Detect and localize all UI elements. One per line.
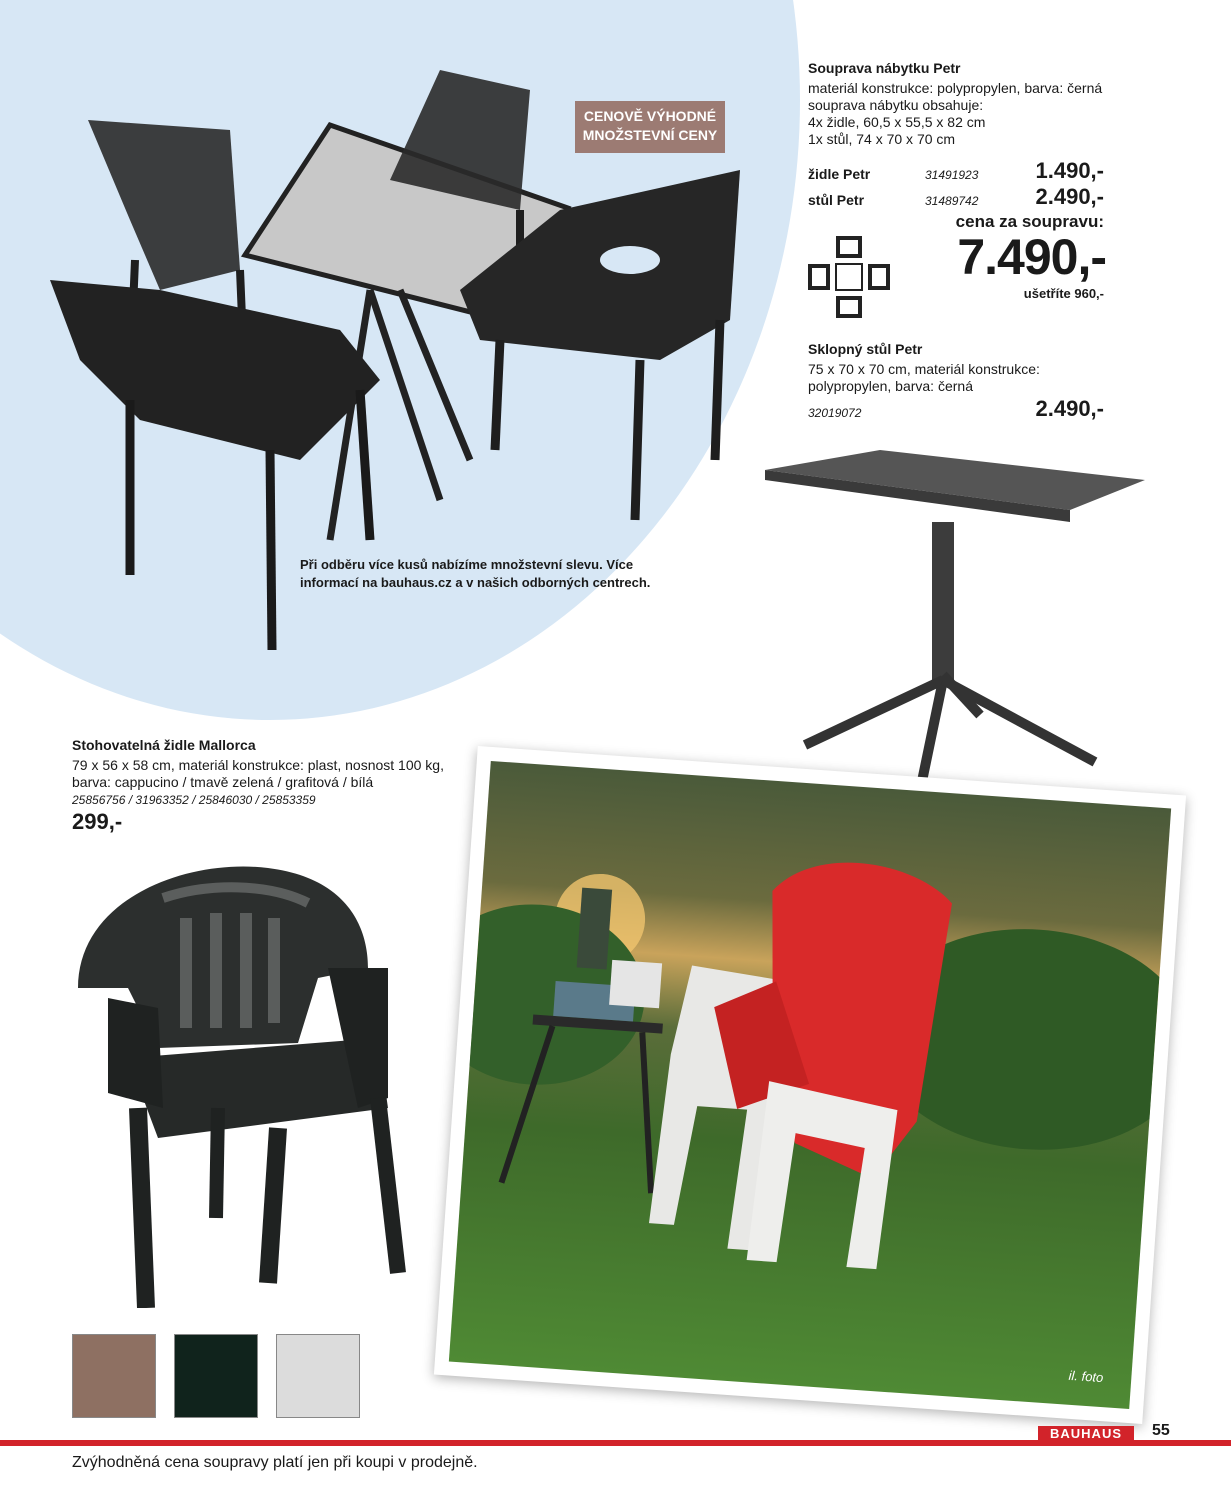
set-desc-4: 1x stůl, 74 x 70 x 70 cm xyxy=(808,131,956,147)
mallorca-price: 299,- xyxy=(72,809,123,834)
set-item-code: 31489742 xyxy=(925,194,979,208)
folding-table-image xyxy=(760,440,1150,820)
mallorca-chair-image xyxy=(68,858,413,1308)
table-title: Sklopný stůl Petr xyxy=(808,341,923,357)
bulk-price-badge xyxy=(575,101,725,153)
folding-table-info xyxy=(808,341,1108,395)
footer-disclaimer: Zvýhodněná cena soupravy platí jen při koupi v prodejně. xyxy=(72,1454,478,1471)
garden-scene xyxy=(449,761,1171,1409)
set-item-price: 1.490,- xyxy=(1035,158,1104,183)
mallorca-desc-1: 79 x 56 x 58 cm, materiál konstrukce: plast, nosnost 100 kg, xyxy=(72,757,444,773)
note-line-1: Při odběru více kusů nabízíme množstevní slevu. Více xyxy=(300,557,634,572)
badge-line-1: CENOVĚ VÝHODNÉ xyxy=(583,108,717,124)
set-product-info xyxy=(808,60,1108,148)
lifestyle-photo xyxy=(434,746,1186,1424)
mallorca-desc-2: barva: cappucino / tmavě zelená / grafitová / bílá xyxy=(72,774,374,790)
set-desc-1: materiál konstrukce: polypropylen, barva: černá xyxy=(808,80,1103,96)
set-price-label: cena za soupravu: xyxy=(955,212,1104,231)
set-item-code: 31491923 xyxy=(925,168,979,182)
set-desc-2: souprava nábytku obsahuje: xyxy=(808,97,984,113)
mallorca-codes: 25856756 / 31963352 / 25846030 / 25853359 xyxy=(72,793,316,807)
table-price: 2.490,- xyxy=(1035,396,1104,421)
set-savings: ušetříte 960,- xyxy=(1023,286,1104,301)
bulk-discount-note xyxy=(300,556,650,592)
set-item-name: stůl Petr xyxy=(808,192,865,208)
set-item-name: židle Petr xyxy=(808,166,871,182)
set-desc-3: 4x židle, 60,5 x 55,5 x 82 cm xyxy=(808,114,986,130)
table-desc-2: polypropylen, barva: černá xyxy=(808,378,973,394)
table-desc-1: 75 x 70 x 70 cm, materiál konstrukce: xyxy=(808,361,1040,377)
photo-caption: il. foto xyxy=(1068,1367,1104,1386)
set-item-price: 2.490,- xyxy=(1035,184,1104,209)
badge-line-2: MNOŽSTEVNÍ CENY xyxy=(582,127,718,143)
color-swatch-dark-green[interactable] xyxy=(174,1334,258,1418)
bauhaus-logo: BAUHAUS xyxy=(1038,1426,1134,1442)
set-title: Souprava nábytku Petr xyxy=(808,60,961,76)
color-swatch-white[interactable] xyxy=(276,1334,360,1418)
note-line-2: informací na bauhaus.cz a v našich odborných centrech. xyxy=(300,575,651,590)
table-code: 32019072 xyxy=(808,406,862,420)
table-set-layout-icon xyxy=(808,236,892,318)
mallorca-info xyxy=(72,737,472,835)
set-price: 7.490,- xyxy=(957,229,1106,285)
mallorca-title: Stohovatelná židle Mallorca xyxy=(72,737,256,753)
page-number: 55 xyxy=(1152,1422,1170,1439)
garden-scene-drawing xyxy=(449,761,1171,1409)
color-swatch-cappucino[interactable] xyxy=(72,1334,156,1418)
